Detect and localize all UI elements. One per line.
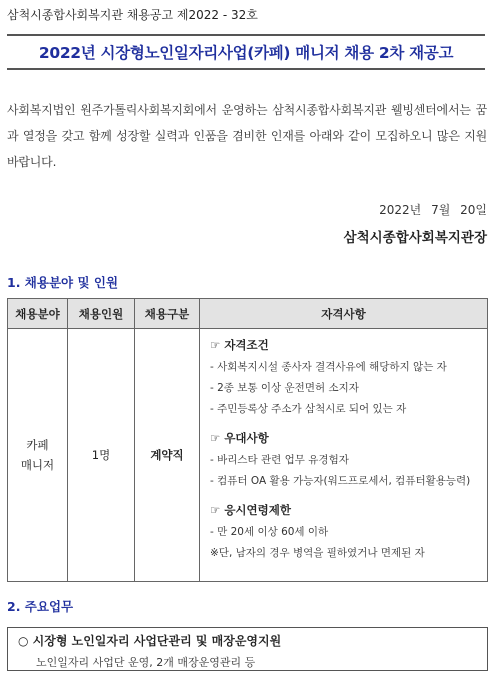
qual-item: - 바리스타 관련 업무 유경험자 (210, 454, 349, 466)
type-value: 계약직 (150, 448, 184, 462)
notice-date: 2022년 7월 20일 (379, 203, 487, 217)
pointing-hand-icon: ☞ (210, 338, 221, 352)
qual-item: - 사회복지시설 종사자 결격사유에 해당하지 않는 자 (210, 361, 447, 373)
field-value: 카페 매니저 (20, 438, 55, 472)
pointing-hand-icon: ☞ (210, 503, 221, 517)
qual-item: - 컴퓨터 OA 활용 가능자(워드프로세서, 컴퓨터활용능력) (210, 475, 471, 487)
header-count: 채용인원 (68, 299, 135, 329)
table-row (8, 329, 488, 582)
intro-paragraph: 사회복지법인 원주가톨릭사회복지회에서 운영하는 삼척시종합사회복지관 웰빙센터에서는 꿈과 열정을 갖고 함께 성장할 실력과 인품을 겸비한 인재를 아래와 같이 모집하오니 많은 지원 바랍니다. (7, 103, 487, 169)
cell-field (8, 329, 68, 582)
issuing-organization: 삼척시종합사회복지관장 (343, 230, 487, 246)
pointing-hand-icon: ☞ (210, 431, 221, 445)
qual-item: - 주민등록상 주소가 삼척시로 되어 있는 자 (210, 403, 407, 415)
section-duties-title: 2. 주요업무 (7, 599, 74, 614)
title-box (7, 34, 485, 70)
notice-title: 2022년 시장형노인일자리사업(카페) 매니저 채용 2차 재공고 (38, 44, 454, 62)
cell-qualifications (200, 329, 488, 582)
recruitment-table (7, 298, 488, 582)
duty-title: ○ 시장형 노인일자리 사업단관리 및 매장운영지원 (18, 634, 282, 648)
header-type: 채용구분 (135, 299, 200, 329)
count-value: 1명 (91, 448, 111, 462)
duty-box (7, 627, 488, 671)
qual-item: ※단, 남자의 경우 병역을 필하였거나 면제된 자 (210, 547, 425, 559)
duty-description: 노인일자리 사업단 운영, 2개 매장운영관리 등 (36, 656, 256, 669)
qual-heading: ☞ 응시연령제한 (210, 503, 291, 517)
cell-count (68, 329, 135, 582)
header-field: 채용분야 (8, 299, 68, 329)
section-recruitment-title: 1. 채용분야 및 인원 (7, 275, 119, 290)
qual-item: - 2종 보통 이상 운전면허 소지자 (210, 382, 359, 394)
qual-heading: ☞ 자격조건 (210, 338, 269, 352)
qual-item: - 만 20세 이상 60세 이하 (210, 526, 329, 538)
cell-type (135, 329, 200, 582)
document-number: 삼척시종합사회복지관 채용공고 제2022 - 32호 (7, 8, 258, 22)
qual-heading: ☞ 우대사항 (210, 431, 269, 445)
table-header-row (8, 299, 488, 329)
header-qualifications: 자격사항 (200, 299, 488, 329)
